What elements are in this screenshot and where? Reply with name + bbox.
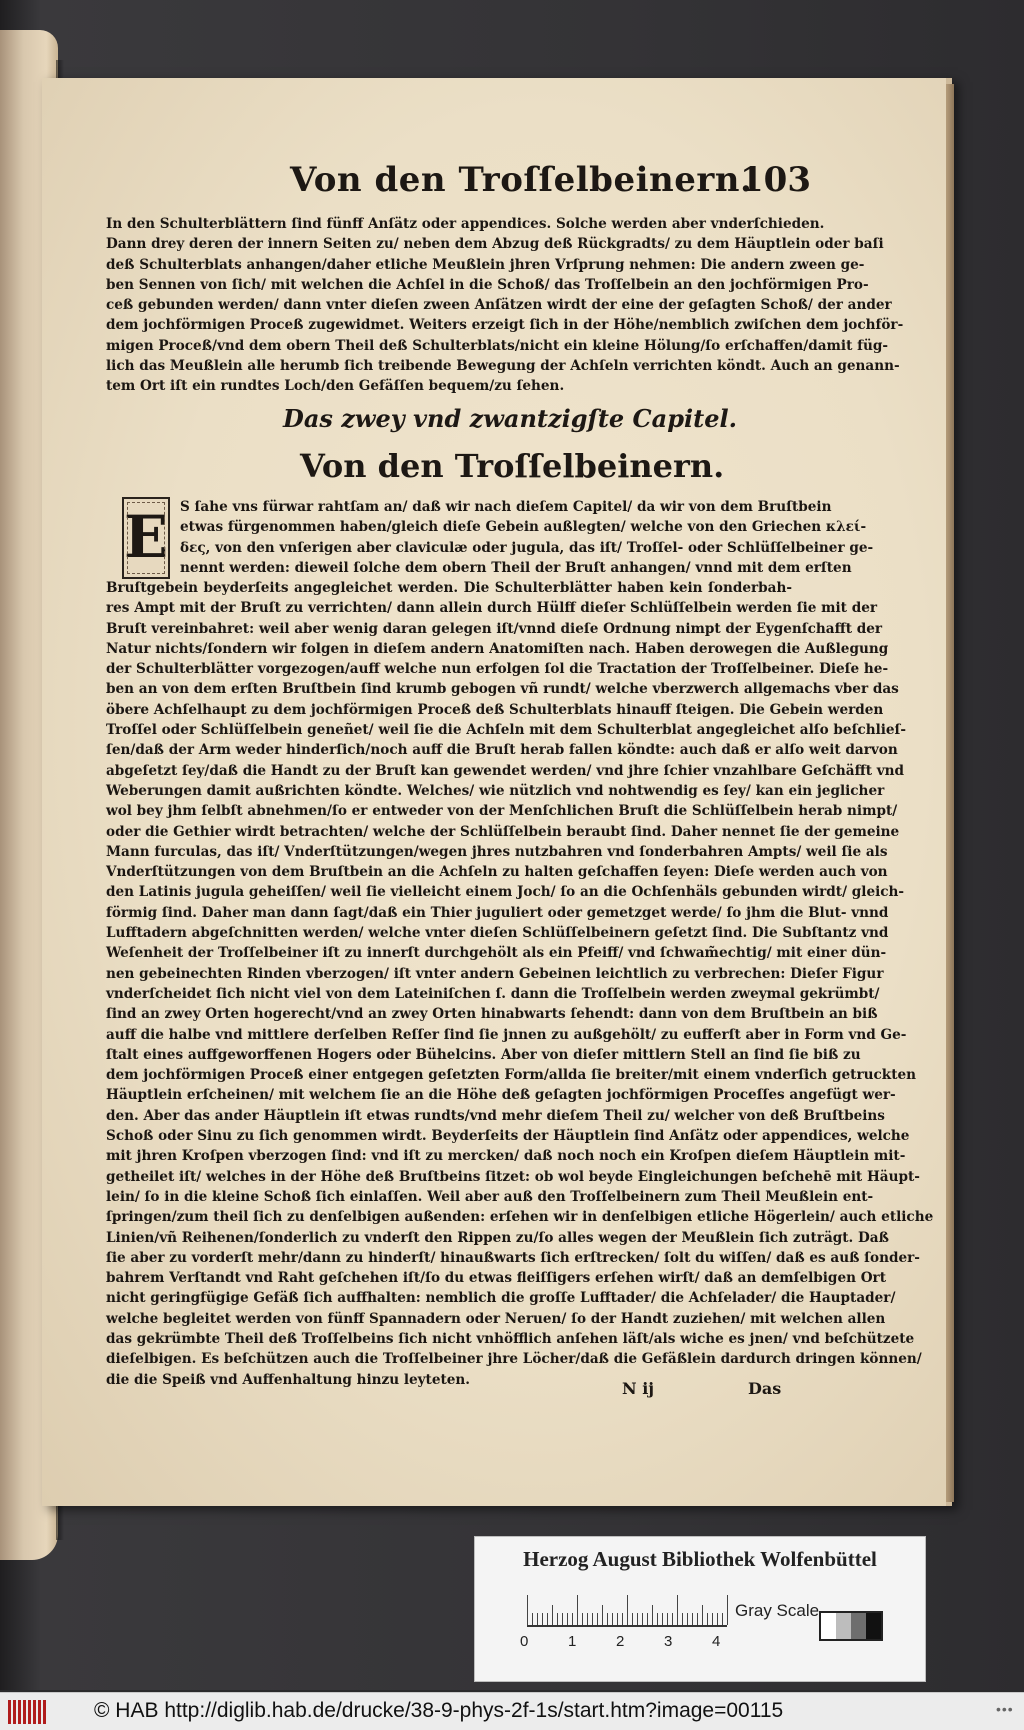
ruler-tick <box>602 1605 603 1625</box>
gray-swatch <box>836 1613 851 1639</box>
text-line: nicht geringfügige Gefäß ſich auffhalten: nemblich die groſſe Lufftader/ die Achſelader/ die Hauptader/ <box>106 1290 896 1307</box>
text-line: tem Ort iſt ein rundtes Loch/den Gefäſſen bequem/zu ſehen. <box>106 378 565 395</box>
ruler-number: 2 <box>616 1633 625 1650</box>
chapter-heading: Das zwey vnd zwantzigſte Capitel. <box>283 404 737 433</box>
ruler-tick <box>677 1595 678 1625</box>
text-line: förmig ſind. Daher man dann ſagt/daß ein Thier juguliert oder gemetzget werde/ ſo jhm die Blut- vnnd <box>106 904 889 921</box>
ruler-tick <box>562 1613 563 1625</box>
paragraph-2 <box>106 578 934 1390</box>
text-line: lein/ ſo in die kleine Schoß ſich einlaſſen. Weil aber auß den Troſſelbeinern zum Theil Meußlein ent- <box>106 1188 874 1205</box>
text-line: Schoß oder Sinu zu ſich genommen wirdt. Beyderſeits der Häuptlein ſind Anſätz oder appendices, welche <box>106 1128 910 1145</box>
ruler-tick <box>642 1613 643 1625</box>
text-line: welche begleitet werden von fünff Spannadern oder Neruen/ ſo der Handt zuziehen/ mit welchen allen <box>106 1310 886 1327</box>
text-line: Lufftadern abgeſchnitten werden/ welche vnter dieſen Schlüſſelbeinern geſetzt ſind. Die Subſtantz vnd <box>106 925 889 942</box>
paragraph-1 <box>106 214 904 397</box>
text-line: ſie aber zu vorderſt mehr/dann zu hinderſt/ hinaußwarts ſich erſtrecken/ ſolt du wiſſen/ daß es auß ſonder- <box>106 1249 920 1266</box>
source-url[interactable]: © HAB http://diglib.hab.de/drucke/38-9-phys-2f-1s/start.htm?image=00115 <box>94 1699 784 1722</box>
ruler-tick <box>667 1613 668 1625</box>
ruler-tick <box>657 1613 658 1625</box>
more-dots-icon[interactable]: ••• <box>996 1701 1014 1717</box>
text-line: ſtalt eines auffgeworffenen Hogers oder Bühelcins. Aber von dieſer mittlern Stell an ſind ſie biß zu <box>106 1046 861 1063</box>
ruler-tick <box>587 1613 588 1625</box>
ruler-tick <box>627 1595 628 1625</box>
ruler-tick <box>612 1613 613 1625</box>
text-line: deß Schulterblats anhangen/daher etliche Meußlein jhren Vrſprung nehmen: Die andern zween ge- <box>106 256 865 273</box>
ruler-tick <box>577 1595 578 1625</box>
text-line: ſind an zwey Orten hogerecht/vnd an zwey Orten hinabwarts ſehendt: dann von dem Bruſtbein an biß <box>106 1006 878 1023</box>
text-line: Weſenheit der Troſſelbeiner iſt zu innerſt durchgehölt als ein Pfeiff/ vnd ſchwam̃echtig/ mit einer dün- <box>106 945 887 962</box>
ruler-tick <box>532 1613 533 1625</box>
ruler-number: 0 <box>520 1633 529 1650</box>
scale-card <box>474 1536 926 1682</box>
ruler-tick <box>607 1613 608 1625</box>
ruler-tick <box>537 1613 538 1625</box>
decorated-initial: E <box>122 497 170 579</box>
text-line: ben an von dem erſten Bruſtbein ſind krumb gebogen vñ rundt/ welche vberzwerch allgemachs vber das <box>106 681 899 698</box>
ruler-tick <box>597 1613 598 1625</box>
ruler-tick <box>707 1613 708 1625</box>
folio-number: 103 <box>740 160 811 200</box>
ruler-tick <box>712 1613 713 1625</box>
text-line: wol bey jhm ſelbſt abnehmen/ſo er entweder von der Menſchlichen Bruſt die Schlüſſelbein herab nimpt/ <box>106 803 898 820</box>
text-line: dieſelbigen. Es beſchützen auch die Troſſelbeiner jhre Löcher/daß die Gefäßlein dardurch dringen können/ <box>106 1351 922 1368</box>
text-line: den. Aber das ander Häuptlein iſt etwas rundts/vnd mehr dieſem Theil zu/ welcher von deß Bruſtbeins <box>106 1107 885 1124</box>
ruler-tick <box>662 1613 663 1625</box>
ruler-tick <box>717 1613 718 1625</box>
text-line: ben Sennen von ſich/ mit welchen die Achſel in die Schoß/ das Troſſelbein an den jochförmigen Pro- <box>106 276 869 293</box>
text-line: migen Proceß/vnd dem obern Theil deß Schulterblats/nicht ein kleine Hölung/ſo erſchaffen/damit füg- <box>106 337 888 354</box>
ruler-line <box>527 1625 727 1627</box>
text-line: der Schulterblätter vorgezogen/auff welche nun erfolgen ſol die Tractation der Troſſelbeiner. Dieſe he- <box>106 661 889 678</box>
gray-swatch <box>866 1613 881 1639</box>
text-line: das gekrümbte Theil deß Troſſelbeins ſich nicht vnhöfflich anſehen läſt/als wiche es jnen/ vnd beſchützete <box>106 1330 915 1347</box>
library-name: Herzog August Bibliothek Wolfenbüttel <box>523 1547 877 1571</box>
text-line: nennt werden: dieweil ſolche dem obern Theil der Bruſt anhangen/ vnnd mit dem erſten <box>180 559 852 576</box>
gray-swatch <box>851 1613 866 1639</box>
ruler-tick <box>622 1613 623 1625</box>
gray-scale-swatches <box>819 1611 883 1641</box>
text-line: Bruſt vereinbahret: weil aber wenig daran gelegen iſt/vnnd dieſe Ordnung nimpt der Eygenſchafft der <box>106 620 883 637</box>
text-line: lich das Meußlein alle herumb ſich treibende Bewegung der Achſeln verrichten köndt. Auch an genann- <box>106 358 900 375</box>
text-line: Dann drey deren der innern Seiten zu/ neben dem Abzug deß Rückgradts/ zu dem Häuptlein oder baſi <box>106 236 884 253</box>
ruler-tick <box>692 1613 693 1625</box>
ruler-ticks <box>527 1595 727 1625</box>
text-line: ſpringen/zum theil ſich zu denſelbigen außenden: erſehen wir in denſelbigen etliche Högerlein/ auch etliche <box>106 1209 934 1226</box>
ruler-tick <box>527 1595 528 1625</box>
text-line: S ſahe vns fürwar rahtſam an/ daß wir nach dieſem Capitel/ da wir von dem Bruſtbein <box>180 499 832 515</box>
ruler-tick <box>702 1605 703 1625</box>
signature-mark: N ij <box>622 1379 655 1398</box>
ruler-tick <box>617 1613 618 1625</box>
text-line: nen gebeinechten Rinden vberzogen/ iſt vnter andern Gebeinen leichtlich zu verbrechen: Dieſer Figur <box>106 965 884 982</box>
paragraph-2-indented <box>180 497 874 578</box>
ruler-tick <box>687 1613 688 1625</box>
text-line: vnderſcheidet ſich nicht viel von dem Lateiniſchen ſ. dann die Troſſelbein werden zweymal gekrümbt/ <box>106 985 880 1002</box>
ruler-tick <box>582 1613 583 1625</box>
text-line: auff die halbe vnd mittlere derſelben Reſſer ſind ſie jnnen zu außgehölt/ zu eufferſt aber in Form vnd Ge- <box>106 1026 907 1043</box>
text-line: Vnderſtützungen von dem Bruſtbein an die Achſeln zu halten geſchaffen ſeyen: Dieſe werden auch von <box>106 864 888 881</box>
ruler-number: 4 <box>712 1633 721 1650</box>
text-line: Troſſel oder Schlüſſelbein geneñet/ weil ſie die Achſeln mit dem Schulterblat angegleichet alſo beſchlieſ- <box>106 722 907 739</box>
text-line: dem jochförmigen Proceß zugewidmet. Weiters erzeigt ſich in der Höhe/nemblich zwiſchen dem jochför- <box>106 317 904 334</box>
ruler-tick <box>572 1613 573 1625</box>
gray-scale-label: Gray Scale <box>735 1601 820 1620</box>
text-line: Linien/vñ Reihenen/ſonderlich zu vnderſt den Rippen zu/ſo alles wegen der Meußlein ſich zuträgt. Daß <box>106 1229 889 1246</box>
text-line: den Latinis jugula geheiſſen/ weil ſie vielleicht einem Joch/ ſo an die Ochſenhäls gebunden wirdt/ gleich- <box>106 884 905 901</box>
text-line: abgeſetzt ſey/daß die Handt zu der Bruſt kan gewendet werden/ vnd jhre ſchier vnzahlbare Geſchäfft vnd <box>106 762 905 779</box>
running-title: Von den Troſſelbeinern. <box>290 160 753 200</box>
ruler-tick <box>542 1613 543 1625</box>
text-line: oder die Gethier wirdt betrachten/ welche der Schlüſſelbein beraubt ſind. Daher nennet ſie der gemeine <box>106 823 900 840</box>
text-line: dem jochförmigen Proceß einer entgegen geſetzten Form/allda ſie breiter/mit einem vnderſich getruckten <box>106 1067 917 1084</box>
text-line: δες, von den vnſerigen aber claviculæ oder jugula, das iſt/ Troſſel- oder Schlüſſelbeiner ge- <box>180 539 874 556</box>
ruler-number: 3 <box>664 1633 673 1650</box>
ruler-tick <box>682 1613 683 1625</box>
ruler-numbers <box>520 1633 750 1653</box>
ruler-tick <box>672 1613 673 1625</box>
running-header <box>100 160 811 210</box>
ruler-tick <box>567 1613 568 1625</box>
text-line: Weberungen damit außrichten köndte. Welches/ wie nützlich vnd nohtwendig es ſey/ kan ein jeglicher <box>106 782 885 799</box>
text-line: res Ampt mit der Bruſt zu verrichten/ dann allein durch Hülff dieſer Schlüſſelbein werden ſie mit der <box>106 600 878 617</box>
text-line: etwas fürgenommen haben/gleich dieſe Gebein außlegten/ welche von den Griechen κλεί- <box>180 519 867 536</box>
text-line: Bruſtgebein beyderſeits angegleichet werden. Die Schulterblätter haben kein ſonderbah- <box>106 580 792 596</box>
text-line: ſen/daß der Arm weder hinderſich/noch auff die Bruſt herab fallen köndte: auch daß er alſo weit darvon <box>106 742 898 759</box>
ruler-tick <box>557 1613 558 1625</box>
text-line: Natur nichts/ſondern wir folgen in dieſem andern Anatomiſten nach. Haben derowegen die Außlegung <box>106 640 889 657</box>
text-line: Mann furculas, das iſt/ Vnderſtützungen/wegen jhres nutzbahren vnd ſonderbahren Ampts/ weil ſie als <box>106 843 888 860</box>
hab-logo-icon[interactable] <box>8 1700 46 1724</box>
chapter-title: Von den Troſſelbeinern. <box>300 447 725 485</box>
ruler-tick <box>547 1613 548 1625</box>
ruler-tick <box>592 1613 593 1625</box>
status-bar <box>0 1692 1024 1730</box>
catchword: Das <box>748 1379 782 1398</box>
text-line: In den Schulterblättern ſind fünff Anſätz oder appendices. Solche werden aber vnderſchieden. <box>106 216 825 232</box>
ruler-tick <box>652 1605 653 1625</box>
text-line: öbere Achſelhaupt zu dem jochförmigen Proceß deß Schulterblats hinauff ſteigen. Die Gebein werden <box>106 701 884 718</box>
ruler-number: 1 <box>568 1633 577 1650</box>
text-line: Häuptlein erſcheinen/ mit welchem ſie an die Höhe deß geſagten jochförmigen Proceſſes angefügt wer- <box>106 1087 896 1104</box>
ruler-tick <box>637 1613 638 1625</box>
ruler-tick <box>647 1613 648 1625</box>
text-line: ceß gebunden werden/ dann vnter dieſen zween Anſätzen wirdt der eine der geſagten Schoß/ der ander <box>106 297 892 314</box>
ruler-tick <box>697 1613 698 1625</box>
ruler-tick <box>722 1613 723 1625</box>
text-line: mit jhren Kroſpen vberzogen ſind: vnd iſt zu mercken/ daß noch noch ein Kroſpen dieſem Häuptlein mit- <box>106 1148 906 1165</box>
page-stack-edge <box>946 84 954 1502</box>
text-line: bahrem Verſtandt vnd Raht geſchehen iſt/ſo du etwas fleiſſigers erſehen wirſt/ daß an demſelbigen Ort <box>106 1270 886 1287</box>
ruler-tick <box>552 1605 553 1625</box>
gray-swatch <box>821 1613 836 1639</box>
ruler-tick <box>727 1595 728 1625</box>
text-line: die die Speiß vnd Auffenhaltung hinzu leyteten. <box>106 1371 471 1388</box>
ruler-tick <box>632 1613 633 1625</box>
text-line: getheilet iſt/ welches in der Höhe deß Bruſtbeins ſitzet: ob wol beyde Eingleichungen beſchehē mit Häupt- <box>106 1168 920 1185</box>
